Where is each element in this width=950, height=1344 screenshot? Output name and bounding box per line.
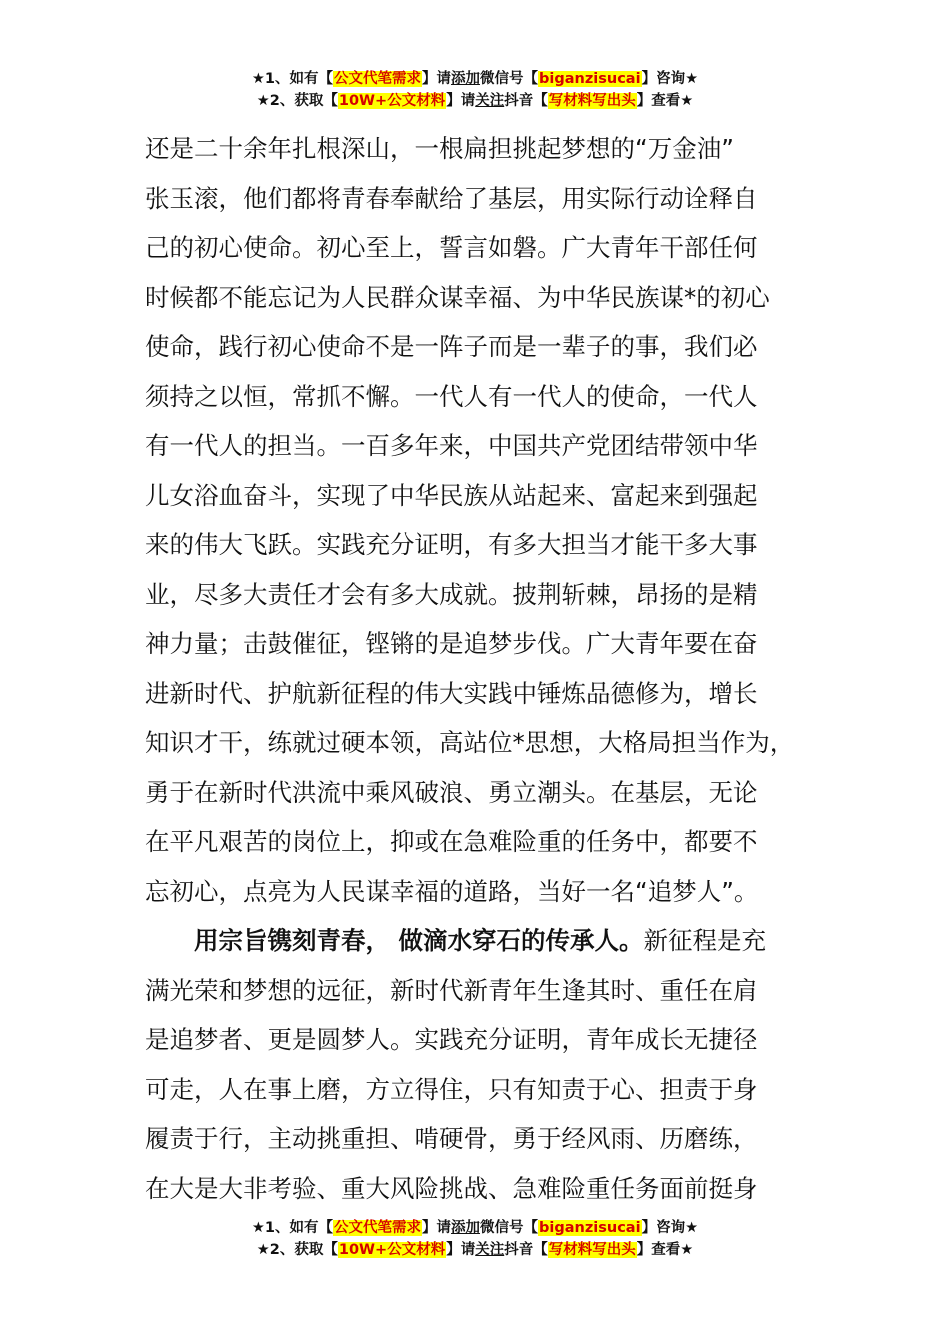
header-banner	[0, 68, 950, 112]
text-line: 是追梦者、更是圆梦人。实践充分证明，青年成长无捷径	[145, 1025, 758, 1054]
text-line: 知识才干，练就过硬本领，高站位*思想，大格局担当作为，	[145, 728, 795, 757]
footer-line-2-prefix: ★2、获取【	[256, 1242, 338, 1258]
footer-line-1-highlight-wechat: biganzisucai	[539, 1220, 641, 1236]
text-line: 履责于行，主动挑重担、啃硬骨，勇于经风雨、历磨练，	[145, 1124, 758, 1153]
text-line: 张玉滚，他们都将青春奉献给了基层，用实际行动诠释自	[145, 183, 758, 213]
header-line-2-mid2: 抖音【	[504, 93, 548, 109]
document-body	[145, 124, 835, 1213]
footer-line-2-highlight-materials: 10W+公文材料	[338, 1242, 446, 1258]
text-line-rest: 新征程是充	[643, 926, 767, 955]
footer-banner	[0, 1217, 950, 1261]
text-line: 儿女浴血奋斗，实现了中华民族从站起来、富起来到强起	[145, 480, 758, 510]
header-line-1-highlight-service: 公文代笔需求	[334, 71, 422, 87]
footer-line-1-highlight-service: 公文代笔需求	[334, 1220, 422, 1236]
text-line: 时候都不能忘记为人民群众谋幸福、为中华民族谋*的初心	[145, 282, 770, 312]
footer-line-1-underlined: 添加	[451, 1220, 481, 1236]
header-line-2-highlight-materials: 10W+公文材料	[338, 93, 446, 109]
text-line: 神力量；击鼓催征，铿锵的是追梦步伐。广大青年要在奋	[145, 629, 758, 658]
header-line-1-underlined: 添加	[451, 71, 481, 87]
footer-line-2-highlight-douyin: 写材料写出头	[548, 1242, 636, 1258]
header-line-1-highlight-wechat: biganzisucai	[539, 71, 641, 87]
footer-line-2-mid2: 抖音【	[504, 1242, 548, 1258]
footer-line-1-mid: 】请	[422, 1220, 452, 1236]
header-line-1-mid: 】请	[422, 71, 452, 87]
header-line-1-suffix: 】咨询★	[641, 71, 699, 87]
text-line: 来的伟大飞跃。实践充分证明，有多大担当才能干多大事	[145, 530, 758, 559]
text-line: 己的初心使命。初心至上，誓言如磐。广大青年干部任何	[145, 233, 758, 262]
header-line-2-highlight-douyin: 写材料写出头	[548, 93, 636, 109]
header-line-2	[0, 90, 950, 112]
text-line: 进新时代、护航新征程的伟大实践中锤炼品德修为，增长	[145, 678, 758, 708]
paragraph-1	[145, 124, 835, 916]
section-heading: 用宗旨镌刻青春， 做滴水穿石的传承人。	[194, 926, 644, 955]
footer-line-1	[0, 1217, 950, 1239]
footer-line-2-mid: 】请	[446, 1242, 476, 1258]
header-line-2-suffix: 】查看★	[636, 93, 694, 109]
text-line: 业，尽多大责任才会有多大成就。披荆斩棘，昂扬的是精	[145, 579, 758, 609]
header-line-2-mid: 】请	[446, 93, 476, 109]
footer-line-2-suffix: 】查看★	[636, 1242, 694, 1258]
header-line-1-prefix: ★1、如有【	[251, 71, 334, 87]
header-line-2-prefix: ★2、获取【	[256, 93, 338, 109]
footer-line-1-suffix: 】咨询★	[641, 1220, 699, 1236]
text-line: 在大是大非考验、重大风险挑战、急难险重任务面前挺身	[145, 1173, 758, 1203]
text-line: 须持之以恒，常抓不懈。一代人有一代人的使命，一代人	[145, 381, 758, 411]
text-line: 使命，践行初心使命不是一阵子而是一辈子的事，我们必	[145, 332, 758, 361]
footer-line-2-underlined: 关注	[475, 1242, 505, 1258]
paragraph-2	[145, 916, 835, 1213]
text-line: 在平凡艰苦的岗位上，抑或在急难险重的任务中，都要不	[145, 827, 758, 856]
text-line: 勇于在新时代洪流中乘风破浪、勇立潮头。在基层，无论	[145, 777, 758, 807]
text-line: 可走，人在事上磨，方立得住，只有知责于心、担责于身	[145, 1074, 758, 1104]
paragraph-2-first-line	[145, 916, 835, 966]
text-line: 有一代人的担当。一百多年来，中国共产党团结带领中华	[145, 431, 758, 460]
header-line-2-underlined: 关注	[475, 93, 505, 109]
footer-line-1-mid2: 微信号【	[480, 1220, 539, 1236]
text-line: 忘初心，点亮为人民谋幸福的道路，当好一名“追梦人”。	[145, 876, 759, 906]
footer-line-2	[0, 1239, 950, 1261]
header-line-1-mid2: 微信号【	[480, 71, 539, 87]
footer-line-1-prefix: ★1、如有【	[251, 1220, 334, 1236]
header-line-1	[0, 68, 950, 90]
text-line: 还是二十余年扎根深山，一根扁担挑起梦想的“万金油”	[145, 134, 734, 163]
text-line: 满光荣和梦想的远征，新时代新青年生逢其时、重任在肩	[145, 975, 758, 1005]
